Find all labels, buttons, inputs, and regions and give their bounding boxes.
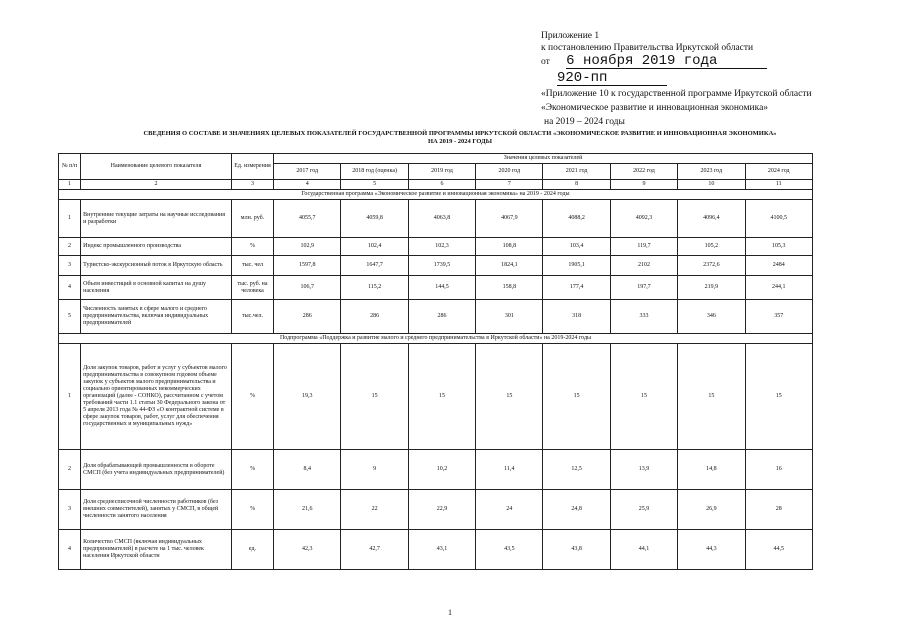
row-value: 15	[745, 344, 812, 450]
row-value: 16	[745, 450, 812, 490]
column-number: 7	[476, 180, 543, 190]
row-value: 1824,1	[476, 256, 543, 276]
row-num: 1	[59, 200, 81, 238]
row-value: 115,2	[341, 276, 408, 300]
row-value: 144,5	[408, 276, 475, 300]
row-value: 286	[408, 300, 475, 334]
row-value: 9	[341, 450, 408, 490]
row-unit: %	[231, 238, 273, 256]
row-unit: млн. руб.	[231, 200, 273, 238]
appendix-line-1: Приложение 1	[541, 31, 600, 41]
row-unit: %	[231, 344, 273, 450]
header-year: 2020 год	[476, 164, 543, 180]
row-value: 22	[341, 490, 408, 530]
document-title-line-2: НА 2019 - 2024 ГОДЫ	[428, 138, 492, 145]
table-row	[59, 300, 813, 334]
row-value: 2484	[745, 256, 812, 276]
row-num: 2	[59, 450, 81, 490]
row-value: 1905,1	[543, 256, 610, 276]
row-value: 1597,8	[274, 256, 341, 276]
row-value: 15	[341, 344, 408, 450]
row-num: 4	[59, 530, 81, 570]
header-num: № п/п	[59, 154, 81, 180]
row-value: 1739,5	[408, 256, 475, 276]
row-value: 14,8	[678, 450, 745, 490]
column-number: 2	[81, 180, 232, 190]
table-row	[59, 490, 813, 530]
row-value: 8,4	[274, 450, 341, 490]
row-value: 103,4	[543, 238, 610, 256]
row-unit: тыс. чел	[231, 256, 273, 276]
row-value: 11,4	[476, 450, 543, 490]
appendix-line-7: на 2019 – 2024 годы	[544, 117, 625, 127]
header-values-group: Значения целевых показателей	[274, 154, 813, 164]
row-value: 26,9	[678, 490, 745, 530]
row-num: 2	[59, 238, 81, 256]
row-value: 43,1	[408, 530, 475, 570]
row-value: 12,5	[543, 450, 610, 490]
row-value: 4067,9	[476, 200, 543, 238]
row-value: 44,1	[610, 530, 677, 570]
row-value: 105,2	[678, 238, 745, 256]
table-row	[59, 200, 813, 238]
header-name: Наименование целевого показателя	[81, 154, 232, 180]
row-num: 4	[59, 276, 81, 300]
appendix-block	[541, 30, 881, 128]
header-year: 2022 год	[610, 164, 677, 180]
column-number: 8	[543, 180, 610, 190]
row-name: Доля закупок товаров, работ и услуг у субъектов малого предпринимательства в совокупном годовом объеме закупок у субъектов малого предпринимательства и социально ориентированных некоммерческих организаций (далее - СОНКО), рассчитанном с учетом требований части 1.1 статьи 30 Федерального закона от 5 апреля 2013 года № 44-ФЗ «О контрактной системе в сфере закупок товаров, работ, услуг для обеспечения государственных и муниципальных нужд»	[81, 344, 232, 450]
row-value: 15	[476, 344, 543, 450]
appendix-date-prefix: от	[541, 57, 550, 67]
column-number: 1	[59, 180, 81, 190]
row-value: 108,8	[476, 238, 543, 256]
row-value: 15	[543, 344, 610, 450]
row-value: 4063,8	[408, 200, 475, 238]
row-value: 15	[678, 344, 745, 450]
document-title	[60, 130, 860, 146]
row-unit: %	[231, 490, 273, 530]
row-unit: ед.	[231, 530, 273, 570]
column-number: 5	[341, 180, 408, 190]
row-num: 5	[59, 300, 81, 334]
row-name: Индекс промышленного производства	[81, 238, 232, 256]
table-row	[59, 450, 813, 490]
table-row	[59, 276, 813, 300]
row-unit: тыс. руб. на человека	[231, 276, 273, 300]
row-value: 158,8	[476, 276, 543, 300]
row-value: 4088,2	[543, 200, 610, 238]
row-name: Объем инвестиций в основной капитал на душу населения	[81, 276, 232, 300]
column-number: 6	[408, 180, 475, 190]
row-value: 43,8	[543, 530, 610, 570]
row-value: 106,7	[274, 276, 341, 300]
header-year: 2018 год (оценка)	[341, 164, 408, 180]
row-num: 3	[59, 256, 81, 276]
header-year: 2017 год	[274, 164, 341, 180]
row-value: 119,7	[610, 238, 677, 256]
row-value: 4100,5	[745, 200, 812, 238]
row-value: 2102	[610, 256, 677, 276]
table-row	[59, 344, 813, 450]
row-value: 22,9	[408, 490, 475, 530]
row-value: 219,9	[678, 276, 745, 300]
row-value: 24,8	[543, 490, 610, 530]
table-row	[59, 256, 813, 276]
table-row	[59, 530, 813, 570]
row-value: 42,3	[274, 530, 341, 570]
row-num: 1	[59, 344, 81, 450]
row-value: 4055,7	[274, 200, 341, 238]
row-value: 286	[274, 300, 341, 334]
row-value: 42,7	[341, 530, 408, 570]
document-title-line-1: СВЕДЕНИЯ О СОСТАВЕ И ЗНАЧЕНИЯХ ЦЕЛЕВЫХ ПОКАЗАТЕЛЕЙ ГОСУДАРСТВЕННОЙ ПРОГРАММЫ ИРКУТСКОЙ ОБЛАСТИ «ЭКОНОМИЧЕСКОЕ РАЗВИТИЕ И ИННОВАЦИОННАЯ ЭКОНОМИКА»	[143, 130, 777, 137]
row-value: 15	[610, 344, 677, 450]
row-value: 1647,7	[341, 256, 408, 276]
row-value: 2372,6	[678, 256, 745, 276]
row-unit: тыс.чел.	[231, 300, 273, 334]
header-year: 2024 год	[745, 164, 812, 180]
row-name: Внутренние текущие затраты на научные исследования и разработки	[81, 200, 232, 238]
appendix-number: 920-пп	[557, 71, 667, 86]
row-value: 19,3	[274, 344, 341, 450]
row-unit: %	[231, 450, 273, 490]
appendix-date: 6 ноября 2019 года	[566, 54, 767, 69]
row-value: 286	[341, 300, 408, 334]
row-value: 102,4	[341, 238, 408, 256]
section-title: Государственная программа «Экономическое развитие и инновационная экономика» на 2019 - 2024 годы	[59, 190, 813, 200]
row-value: 4092,3	[610, 200, 677, 238]
header-year: 2021 год	[543, 164, 610, 180]
header-year: 2019 год	[408, 164, 475, 180]
row-value: 21,6	[274, 490, 341, 530]
row-value: 244,1	[745, 276, 812, 300]
row-value: 102,9	[274, 238, 341, 256]
header-year: 2023 год	[678, 164, 745, 180]
column-number: 9	[610, 180, 677, 190]
row-value: 177,4	[543, 276, 610, 300]
appendix-line-6: «Экономическое развитие и инновационная экономика»	[541, 103, 769, 113]
appendix-date-line	[541, 54, 881, 69]
row-value: 10,2	[408, 450, 475, 490]
row-value: 28	[745, 490, 812, 530]
indicators-table	[58, 153, 813, 570]
column-number: 11	[745, 180, 812, 190]
row-value: 43,5	[476, 530, 543, 570]
row-value: 333	[610, 300, 677, 334]
row-value: 301	[476, 300, 543, 334]
row-value: 44,3	[678, 530, 745, 570]
row-value: 15	[408, 344, 475, 450]
row-num: 3	[59, 490, 81, 530]
row-name: Численность занятых в сфере малого и среднего предпринимательства, включая индивидуальных предпринимателей	[81, 300, 232, 334]
column-number: 10	[678, 180, 745, 190]
page-number: 1	[448, 608, 452, 617]
row-value: 197,7	[610, 276, 677, 300]
header-unit: Ед. измерения	[231, 154, 273, 180]
row-value: 102,3	[408, 238, 475, 256]
row-value: 44,5	[745, 530, 812, 570]
row-value: 4059,8	[341, 200, 408, 238]
row-value: 24	[476, 490, 543, 530]
row-name: Туристско-экскурсионный поток в Иркутскую область	[81, 256, 232, 276]
column-number: 3	[231, 180, 273, 190]
row-value: 346	[678, 300, 745, 334]
appendix-line-2: к постановлению Правительства Иркутской области	[541, 43, 754, 53]
row-name: Количество СМСП (включая индивидуальных предпринимателей) в расчете на 1 тыс. человек населения Иркутской области	[81, 530, 232, 570]
row-value: 25,9	[610, 490, 677, 530]
section-title: Подпрограмма «Поддержка и развитие малого и среднего предпринимательства в Иркутской области» на 2019-2024 годы	[59, 334, 813, 344]
row-value: 13,9	[610, 450, 677, 490]
row-name: Доля среднесписочной численности работников (без внешних совместителей), занятых у СМСП, в общей численности занятого населения	[81, 490, 232, 530]
column-number: 4	[274, 180, 341, 190]
row-value: 318	[543, 300, 610, 334]
row-value: 357	[745, 300, 812, 334]
row-value: 105,3	[745, 238, 812, 256]
row-value: 4096,4	[678, 200, 745, 238]
table-row	[59, 238, 813, 256]
row-name: Доля обрабатывающей промышленности в обороте СМСП (без учета индивидуальных предпринимателей)	[81, 450, 232, 490]
appendix-line-5: «Приложение 10 к государственной программе Иркутской области	[541, 89, 812, 99]
